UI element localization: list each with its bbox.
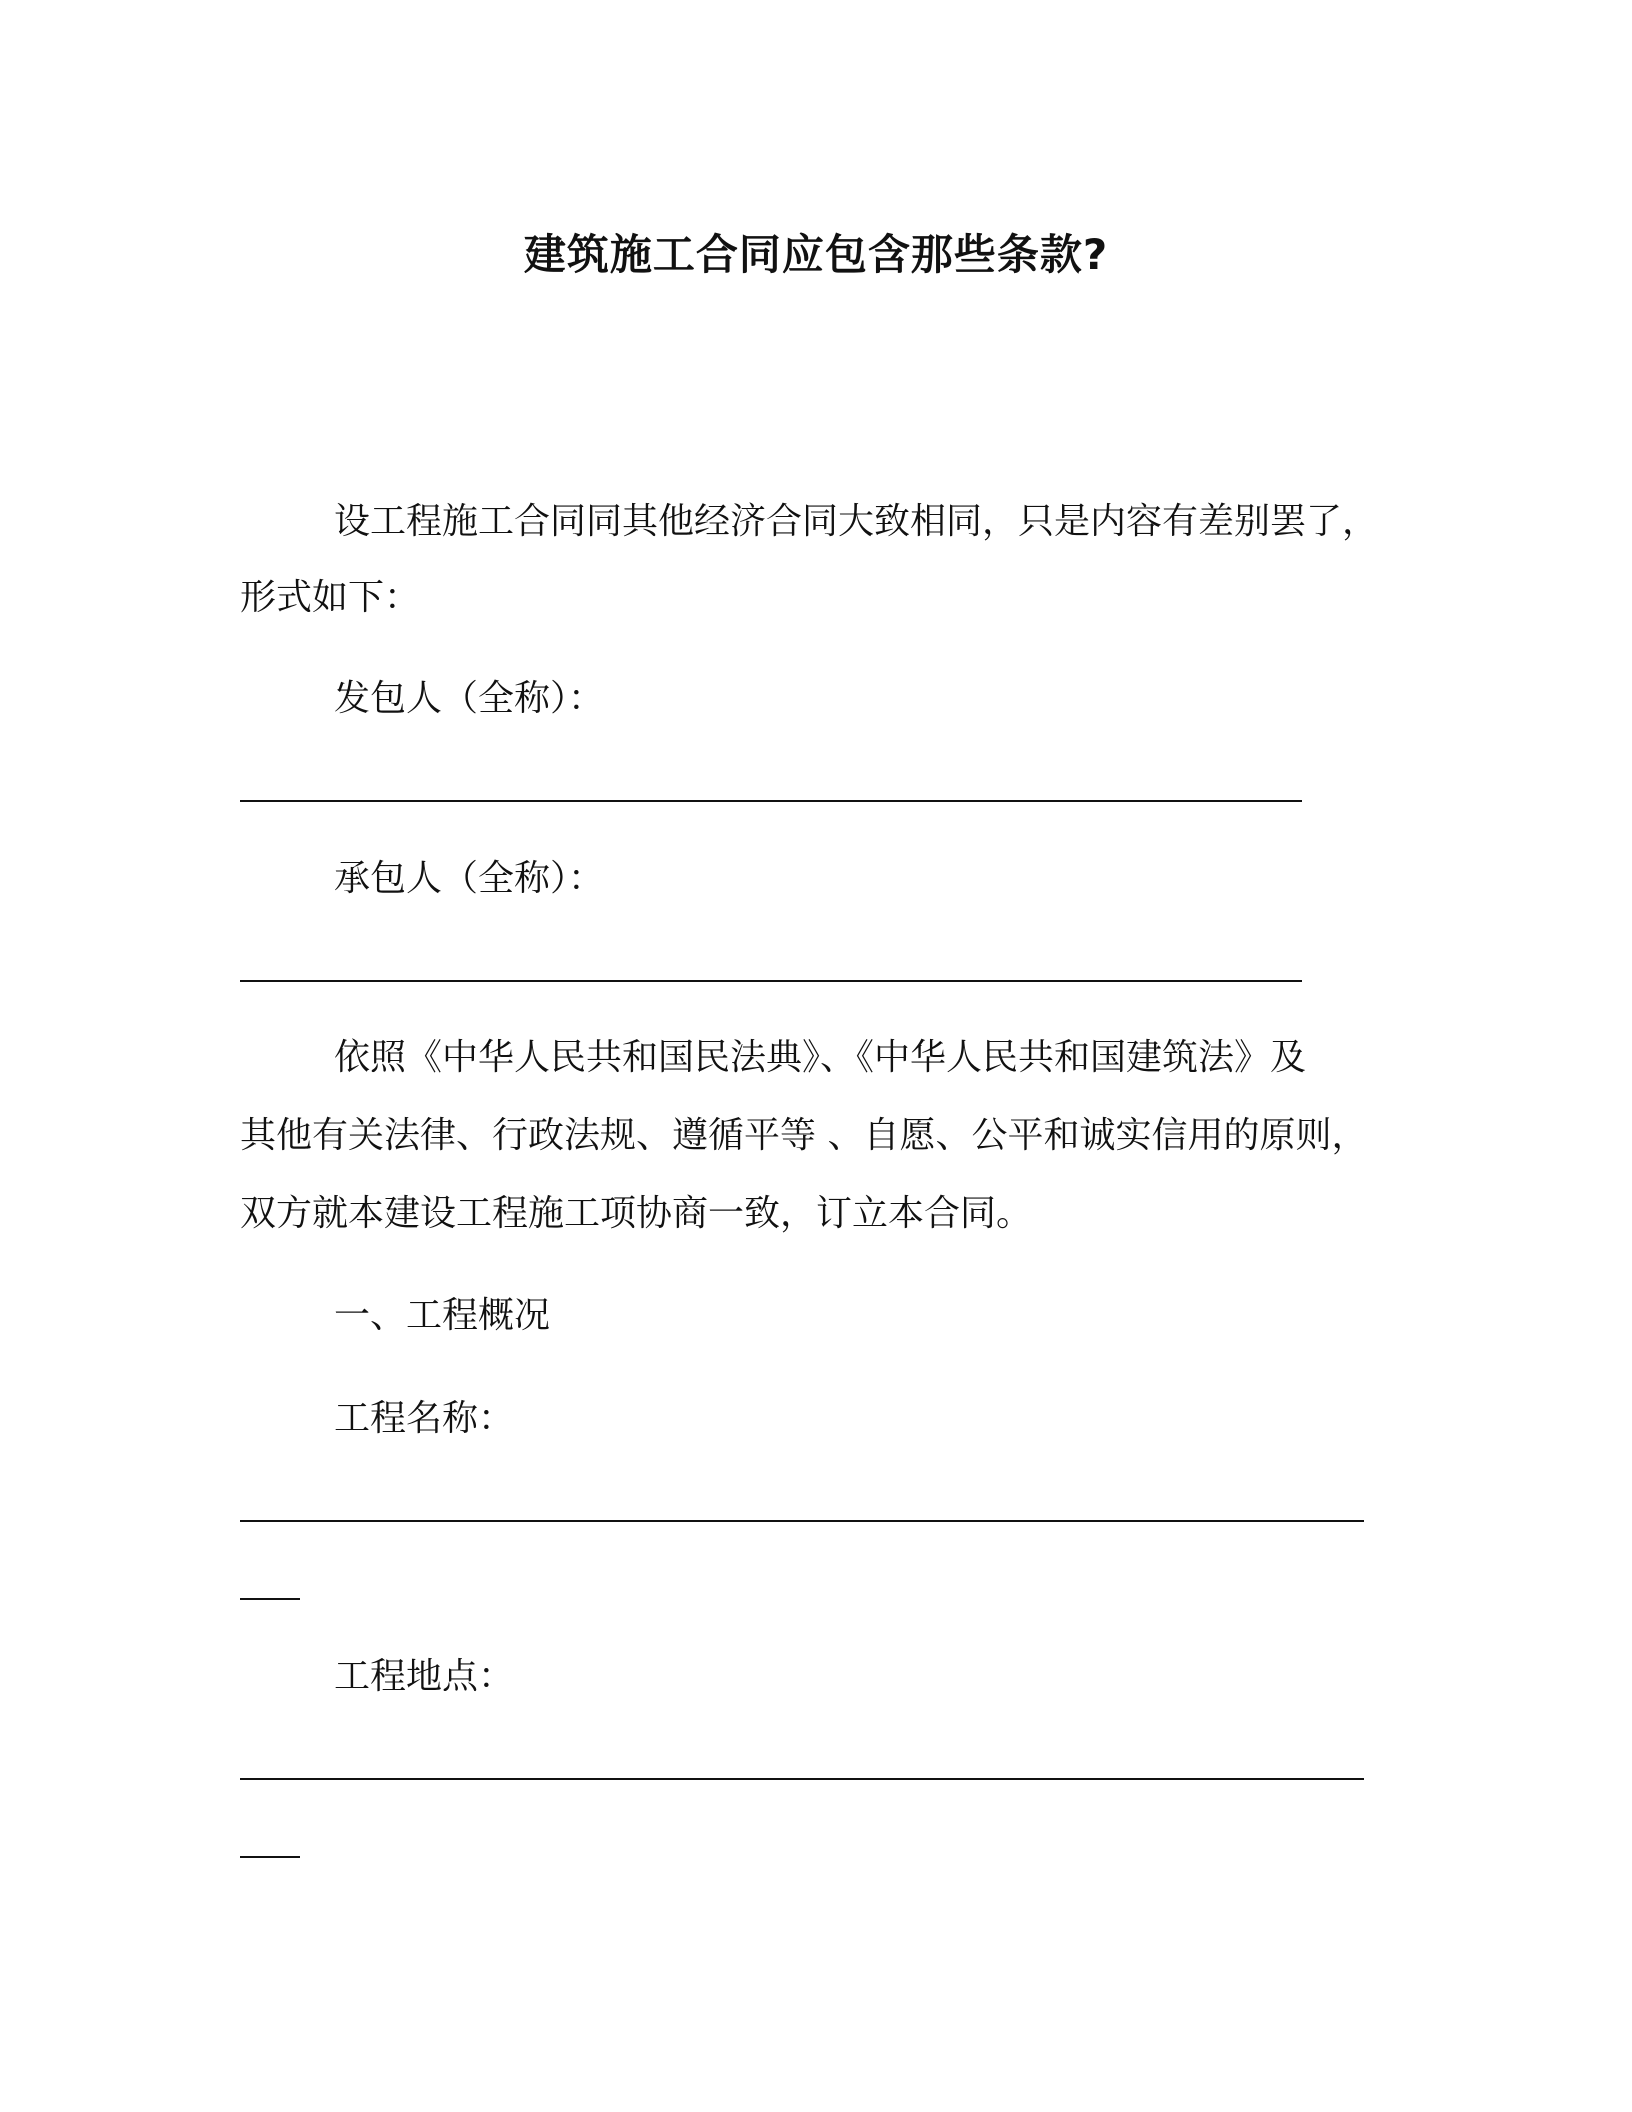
section-heading: 一、工程概况 (334, 1295, 551, 1336)
project-location-label: 工程地点： (334, 1656, 515, 1697)
project-name-label: 工程名称： (334, 1398, 515, 1439)
basis-line-1: 依照《中华人民共和国民法典》、《中华人民共和国建筑法》及 (334, 1037, 1307, 1078)
project-name-blank-line (240, 1520, 1364, 1522)
contractor-blank-line (240, 980, 1302, 982)
project-location-blank-line-continued (240, 1856, 300, 1858)
intro-line-1: 设工程施工合同同其他经济合同大致相同，只是内容有差别罢了， (334, 501, 1379, 542)
document-title: 建筑施工合同应包含那些条款? (523, 230, 1109, 279)
intro-line-2: 形式如下： (240, 577, 421, 618)
project-name-blank-line-continued (240, 1598, 300, 1600)
employer-label: 发包人（全称）： (334, 678, 605, 719)
basis-line-2: 其他有关法律、行政法规、遵循平等 、自愿、公平和诚实信用的原则， (240, 1115, 1368, 1156)
project-location-blank-line (240, 1778, 1364, 1780)
basis-line-3: 双方就本建设工程施工项协商一致，订立本合同。 (240, 1193, 1033, 1234)
employer-blank-line (240, 800, 1302, 802)
contractor-label: 承包人（全称）： (334, 858, 605, 899)
